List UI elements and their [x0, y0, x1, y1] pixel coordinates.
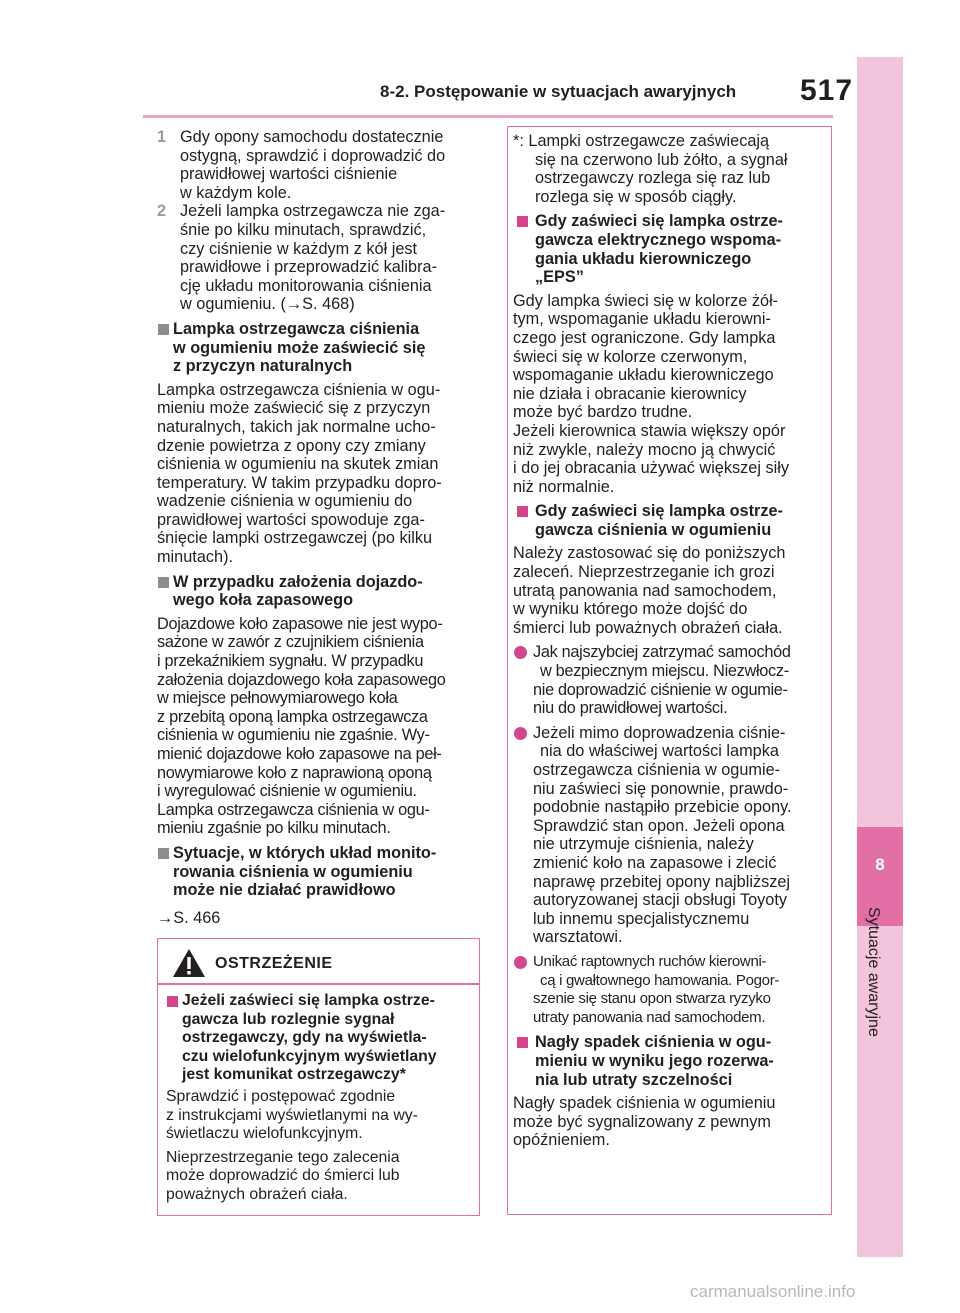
paragraph [513, 1094, 829, 1150]
heading-line: jest komunikat ostrzegawczy* [182, 1066, 406, 1084]
chapter-number: 8 [875, 855, 885, 874]
text-line: Lampka ostrzegawcza ciśnienia w ogu- [157, 800, 430, 819]
section-heading-malfunction [157, 844, 482, 900]
text-line: i przekaźnikiem sygnału. W przypadku [157, 652, 424, 671]
warning-heading [166, 992, 476, 1085]
heading-line: Jeżeli zaświeci się lampka ostrze- [182, 992, 435, 1009]
text-line: ostygną, sprawdzić i doprowadzić do [180, 146, 446, 165]
text-line: naprawę przebitej opony najbliższej [533, 872, 791, 891]
heading-line: mieniu w wyniku jego rozerwa- [535, 1051, 774, 1070]
step-2 [157, 202, 482, 314]
text-line: Lampka ostrzegawcza ciśnienia w ogu- [157, 380, 441, 399]
text-line: może być bardzo trudne. [513, 403, 693, 422]
text-line: utratą panowania nad samochodem, [513, 581, 777, 600]
text-line: niż zwykle, należy mocno ją chwycić [513, 440, 776, 459]
text-line: prawidłowej wartości ciśnienie [180, 165, 398, 184]
heading-line: Nagły spadek ciśnienia w ogu- [535, 1033, 772, 1052]
left-column [157, 128, 482, 927]
warning-header-rule [157, 983, 479, 985]
text-line: może doprowadzić do śmierci lub [166, 1167, 400, 1185]
text-line: warsztatowi. [533, 928, 623, 947]
text-line: Jeżeli mimo doprowadzenia ciśnie- [533, 723, 786, 742]
text-line: rozlega się w sposób ciągły. [535, 187, 737, 206]
heading-line: gania układu kierowniczego [535, 249, 752, 268]
text-line: wspomaganie układu kierowniczego [513, 366, 774, 385]
text-line: sażone w zawór z czujnikiem ciśnienia [157, 633, 424, 652]
section-heading-spare-wheel [157, 573, 482, 610]
text-line: tym, wspomaganie układu kierowni- [513, 310, 771, 329]
text-line: w bezpiecznym miejscu. Niezwłocz- [540, 662, 789, 681]
text-line: nie doprowadzić ciśnienie w ogumie- [533, 680, 788, 699]
watermark: carmanualsonline.info [690, 1282, 856, 1301]
text-line: mienić dojazdowe koło zapasowe na peł- [157, 745, 442, 763]
section-heading-sudden-pressure-drop [513, 1033, 829, 1089]
text-line: temperatury. W takim przypadku dopro- [157, 473, 442, 492]
heading-line: rowania ciśnienia w ogumieniu [173, 862, 413, 881]
heading-line: nia lub utraty szczelności [535, 1070, 733, 1089]
text-line: świetlaczu wielofunkcyjnym. [166, 1125, 363, 1143]
section-heading-eps [513, 212, 829, 286]
text-line: wadzenie ciśnienia w ogumieniu do [157, 492, 413, 511]
text-line: może być sygnalizowany z pewnym [513, 1112, 771, 1131]
text-line: mieniu zgaśnie po kilku minutach. [157, 819, 391, 838]
round-bullet-icon [514, 956, 527, 969]
text-line: ciśnienia w ogumieniu na skutek zmian [157, 455, 439, 474]
text-line: z instrukcjami wyświetlanymi na wy- [166, 1106, 418, 1124]
text-line: cję układu monitorowania ciśnienia [180, 276, 432, 295]
text-line: autoryzowanej stacji obsługi Toyoty [533, 891, 788, 910]
heading-line: wego koła zapasowego [173, 591, 354, 610]
square-bullet-icon [158, 577, 169, 588]
running-header: 8-2. Postępowanie w sytuacjach awaryjnych [380, 82, 737, 101]
text-line: Gdy opony samochodu dostatecznie [180, 128, 444, 146]
text-line: i wyregulować ciśnienie w ogumieniu. [157, 782, 417, 801]
paragraph [157, 615, 482, 838]
page-reference: →S. 466 [157, 908, 221, 927]
text-line: w każdym kole. [180, 183, 292, 202]
text-line: Nieprzestrzeganie tego zalecenia [166, 1148, 400, 1166]
text-line: Sprawdzić stan opon. Jeżeli opona [533, 816, 785, 835]
text-line: i do jej obracania używać większej siły [513, 459, 789, 478]
step-1 [157, 128, 482, 202]
text-line: nie utrzymuje ciśnienia, należy [533, 835, 754, 854]
text-line: w ogumieniu. (→S. 468) [180, 295, 355, 314]
text-line: założenia dojazdowego koła zapasowego [157, 670, 446, 689]
text-line: szenie się stanu opon stwarza ryzyko [533, 990, 771, 1008]
text-line: Sprawdzić i postępować zgodnie [166, 1087, 396, 1105]
text-line: prawidłowej wartości spowoduje zga- [157, 510, 425, 529]
chapter-side-tab [857, 57, 903, 1257]
text-line: nowymiarowe koło z naprawioną oponą [157, 763, 432, 782]
paragraph [166, 1088, 476, 1144]
text-line: Jeżeli kierownica stawia większy opór [513, 421, 786, 440]
section-heading-natural-causes [157, 320, 482, 376]
warning-title: OSTRZEŻENIE [215, 955, 333, 972]
text-line: śnięcie lampki ostrzegawczej (po kilku [157, 529, 433, 548]
text-line: w miejsce pełnowymiarowego koła [157, 689, 398, 708]
list-item [513, 953, 829, 1027]
header-rule [143, 115, 833, 118]
text-line: podobnie nastąpiło przebicie opony. [533, 798, 792, 817]
list-item [513, 643, 829, 717]
text-line: dzenie powietrza z opony czy zmiany [157, 436, 426, 455]
text-line: ostrzegawczy rozlega się raz lub [535, 169, 771, 188]
text-line: zaleceń. Nieprzestrzeganie ich grozi [513, 563, 775, 582]
text-line: Jak najszybciej zatrzymać samochód [533, 643, 791, 662]
text-line: świeci się w kolorze czerwonym, [513, 347, 748, 366]
text-line: śmierci lub poważnych obrażeń ciała. [513, 618, 783, 637]
paragraph [513, 292, 829, 497]
warning-content [166, 992, 476, 1205]
paragraph [513, 544, 829, 637]
text-line: niu zaświeci się ponownie, prawdo- [533, 779, 789, 798]
text-line: *: Lampki ostrzegawcze zaświecają [513, 132, 770, 150]
heading-line: w ogumieniu może zaświecić się [173, 338, 426, 357]
text-line: Gdy lampka świeci się w kolorze żół- [513, 291, 779, 310]
heading-line: czu wielofunkcyjnym wyświetlany [182, 1047, 437, 1065]
warning-header [171, 947, 461, 983]
text-line: Jeżeli lampka ostrzegawcza nie zga- [180, 202, 446, 221]
text-line: niż normalnie. [513, 477, 615, 496]
text-line: cą i gwałtownego hamowania. Pogor- [540, 971, 780, 989]
text-line: naturalnych, takich jak normalne ucho- [157, 417, 436, 436]
square-bullet-icon [517, 216, 528, 227]
heading-line: Lampka ostrzegawcza ciśnienia [173, 319, 420, 338]
heading-line: gawcza lub rozlegnie sygnał [182, 1010, 395, 1028]
chapter-label: Sytuacje awaryjne [865, 907, 882, 1037]
text-line: lub innemu specjalistycznemu [533, 909, 750, 928]
square-bullet-icon [158, 848, 169, 859]
footnote [513, 132, 829, 206]
page-number: 517 [800, 74, 854, 107]
step-number: 1 [157, 128, 167, 146]
text-line: nia do właściwej wartości lampka [540, 742, 779, 761]
heading-line: gawcza ciśnienia w ogumieniu [535, 520, 772, 539]
round-bullet-icon [514, 727, 527, 740]
text-line: się na czerwono lub żółto, a sygnał [535, 150, 788, 169]
heading-line: „EPS” [535, 268, 584, 287]
square-bullet-icon [167, 996, 178, 1007]
heading-line: Gdy zaświeci się lampka ostrze- [535, 212, 783, 231]
heading-line: Sytuacje, w których układ monito- [173, 843, 437, 862]
text-line: niu do prawidłowej wartości. [533, 699, 728, 718]
square-bullet-icon [517, 1037, 528, 1048]
heading-line: gawcza elektrycznego wspoma- [535, 230, 782, 249]
heading-line: z przyczyn naturalnych [173, 357, 353, 376]
text-line: ostrzegawcza ciśnienia w ogumie- [533, 761, 781, 779]
text-line: Nagły spadek ciśnienia w ogumieniu [513, 1094, 776, 1113]
step-number: 2 [157, 202, 167, 221]
paragraph [166, 1149, 476, 1205]
text-line: nie działa i obracanie kierownicy [513, 384, 747, 403]
text-line: utraty panowania nad samochodem. [533, 1008, 766, 1026]
paragraph [157, 381, 482, 567]
text-line: Dojazdowe koło zapasowe nie jest wypo- [157, 614, 443, 633]
text-line: poważnych obrażeń ciała. [166, 1185, 348, 1203]
text-line: śnie po kilku minutach, sprawdzić, [180, 220, 427, 239]
text-line: czego jest ograniczone. Gdy lampka [513, 328, 776, 347]
text-line: prawidłowe i przeprowadzić kalibra- [180, 258, 437, 277]
heading-line: Gdy zaświeci się lampka ostrze- [535, 502, 783, 521]
text-line: w wyniku którego może dojść do [513, 600, 748, 619]
right-column [513, 132, 829, 1150]
text-line: Należy zastosować się do poniższych [513, 544, 786, 563]
text-line: mieniu może zaświecić się z przyczyn [157, 399, 431, 418]
list-item [513, 724, 829, 947]
heading-line: może nie działać prawidłowo [173, 881, 396, 900]
warning-triangle-icon [171, 947, 207, 979]
text-line: zmienić koło na zapasowe i zlecić [533, 853, 777, 872]
square-bullet-icon [517, 506, 528, 517]
heading-line: W przypadku założenia dojazdo- [173, 572, 423, 591]
text-line: czy ciśnienie w każdym z kół jest [180, 239, 418, 258]
text-line: Unikać raptownych ruchów kierowni- [533, 952, 767, 970]
section-heading-tire-pressure [513, 502, 829, 539]
round-bullet-icon [514, 646, 527, 659]
heading-line: ostrzegawczy, gdy na wyświetla- [182, 1029, 427, 1047]
text-line: ciśnienia w ogumieniu nie zgaśnie. Wy- [157, 726, 430, 745]
text-line: opóźnieniem. [513, 1131, 610, 1150]
square-bullet-icon [158, 324, 169, 335]
text-line: z przebitą oponą lampka ostrzegawcza [157, 707, 428, 726]
text-line: minutach). [157, 548, 234, 567]
